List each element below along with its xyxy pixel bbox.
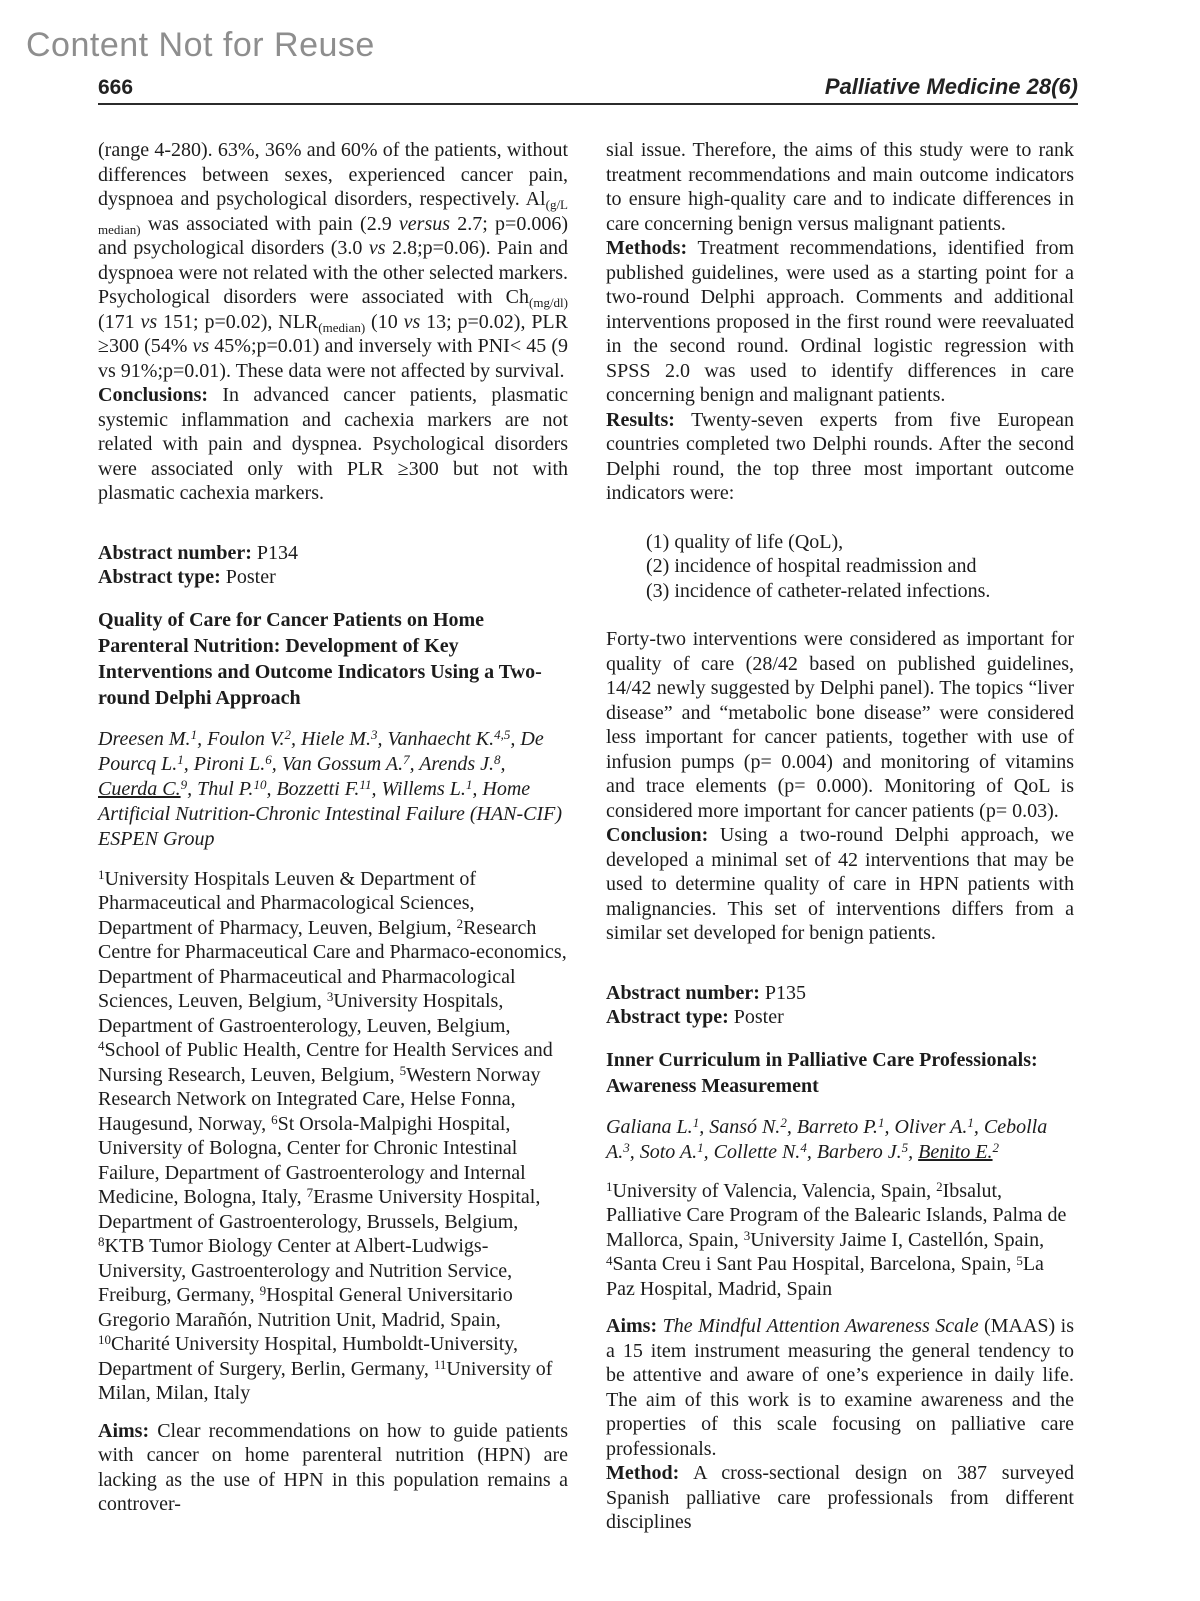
block-label1: Abstract number: P135: [606, 981, 806, 1004]
block-para: Methods: Treatment recommendations, identified from published guidelines, were used as a starting point for a two-round Delphi approach. Comments and additional interventions proposed in the first round were reevaluated in the second round. Ordinal logistic regression with SPSS 2.0 was used to identify differences in care concerning benign and malignant patients.: [606, 237, 1074, 406]
block-label2: Abstract type: Poster: [606, 1006, 784, 1028]
block-aims: Aims: Clear recommendations on how to guide patients with cancer on home parenteral nutrition (HPN) are lacking as the use of HPN in this population remains a controver-: [98, 1419, 568, 1516]
block-title: Quality of Care for Cancer Patients on Home Parenteral Nutrition: Development of Key Interventions and Outcome Indicators Using a Two-round Delphi Approach: [98, 608, 542, 709]
list-item: (2) incidence of hospital readmission and: [646, 555, 977, 577]
right-column: [606, 138, 1074, 1535]
journal-title: Palliative Medicine 28(6): [824, 74, 1078, 99]
block-para2: Forty-two interventions were considered as important for quality of care (28/42 based on published guidelines, 14/42 newly suggested by Delphi panel). The topics “liver disease” and “metabolic bone disease” were considered less important for cancer patients, together with use of infusion pumps (p= 0.004) and monitoring of vitamins and trace elements (p= 0.000). Monitoring of QoL is considered more important for cancer patients (p= 0.03).: [606, 628, 1074, 822]
list-item: (3) incidence of catheter-related infections.: [646, 579, 991, 602]
block-cont: (range 4-280). 63%, 36% and 60% of the patients, without differences between sexes, experienced cancer pain, dyspnoea and psychological disorders, respectively. $Al_{(g/L median)}$ was associated with pain (2.9 versus 2.7; p=0.006) and psychological disorders (3.0 vs 2.8;p=0.06). Pain and dyspnoea were not related with the other selected markers. Psychological disorders were associated with $Ch_{(mg/dl)}$ (171 vs 151; p=0.02), $NLR_{(median)}$ (10 vs 13; p=0.02), PLR ≥300 (54% vs 45%;p=0.01) and inversely with PNI< 45 (9 vs 91%;p=0.01). These data were not affected by survival.: [98, 139, 568, 382]
page-number: 666: [98, 76, 134, 99]
watermark-text: Content Not for Reuse: [26, 26, 375, 64]
block-affil: $^1$University of Valencia, Valencia, Spain, $^2$Ibsalut, Palliative Care Program of the Balearic Islands, Palma de Mallorca, Spain, $^3$University Jaime I, Castellón, Spain, $^4$Santa Creu i Sant Pau Hospital, Barcelona, Spain, $^5$La Paz Hospital, Madrid, Spain: [606, 1179, 1067, 1300]
block-cont: sial issue. Therefore, the aims of this study were to rank treatment recommendations and main outcome indicators to ensure high-quality care and to indicate differences in care concerning benign versus malignant patients.: [606, 139, 1074, 235]
block-aims: Aims: The Mindful Attention Awareness Scale (MAAS) is a 15 item instrument measuring the general tendency to be attentive and aware of one’s experience in daily life. The aim of this work is to examine awareness and the properties of this scale focusing on palliative care professionals.: [606, 1315, 1074, 1460]
block-para: Results: Twenty-seven experts from five European countries completed two Delphi rounds. After the second Delphi round, the top three most important outcome indicators were:: [606, 408, 1074, 504]
header-rule: [98, 103, 1078, 105]
block-label2: Abstract type: Poster: [98, 566, 276, 588]
block-title: Inner Curriculum in Palliative Care Professionals: Awareness Measurement: [606, 1048, 1038, 1097]
page-header: [98, 74, 1078, 100]
left-column: [98, 138, 568, 1517]
block-authors: Dreesen M.$^1$, Foulon V.$^2$, Hiele M.$^3$, Vanhaecht K.$^{4,5}$, De Pourcq L.$^1$, Pironi L.$^6$, Van Gossum A.$^7$, Arends J.$^8$, Cuerda C.$^9$, Thul P.$^{10}$, Bozzetti F.$^{11}$, Willems L.$^1$, Home Artificial Nutrition-Chronic Intestinal Failure (HAN-CIF) ESPEN Group: [98, 726, 563, 851]
list-item: (1) quality of life (QoL),: [646, 530, 844, 553]
block-para: Conclusion: Using a two-round Delphi approach, we developed a minimal set of 42 interventions that may be used to determine quality of care in HPN patients with malignancies. This set of interventions differs from a similar set developed for benign patients.: [606, 824, 1074, 944]
block-authors: Galiana L.$^1$, Sansó N.$^2$, Barreto P.$^1$, Oliver A.$^1$, Cebolla A.$^3$, Soto A.$^1$, Collette N.$^4$, Barbero J.$^5$, Benito E.$^2$: [606, 1114, 1048, 1163]
block-affil: $^1$University Hospitals Leuven & Department of Pharmaceutical and Pharmacological Sciences, Department of Pharmacy, Leuven, Belgium, $^2$Research Centre for Pharmaceutical Care and Pharmaco-economics, Department of Pharmaceutical and Pharmacological Sciences, Leuven, Belgium, $^3$University Hospitals, Department of Gastroenterology, Leuven, Belgium, $^4$School of Public Health, Centre for Health Services and Nursing Research, Leuven, Belgium, $^5$Western Norway Research Network on Integrated Care, Helse Fonna, Haugesund, Norway, $^6$St Orsola-Malpighi Hospital, University of Bologna, Center for Chronic Intestinal Failure, Department of Gastroenterology and Internal Medicine, Bologna, Italy, $^7$Erasme University Hospital, Department of Gastroenterology, Brussels, Belgium, $^8$KTB Tumor Biology Center at Albert-Ludwigs-University, Gastroenterology and Nutrition Service, Freiburg, Germany, $^9$Hospital General Universitario Gregorio Marañón, Nutrition Unit, Madrid, Spain, $^{10}$Charité University Hospital, Humboldt-University, Department of Surgery, Berlin, Germany, $^{11}$University of Milan, Milan, Italy: [98, 866, 567, 1405]
block-para: Conclusions: In advanced cancer patients, plasmatic systemic inflammation and cachexia markers are not related with pain and dyspnea. Psychological disorders were associated only with PLR ≥300 but not with plasmatic cachexia markers.: [98, 384, 568, 504]
block-list: [606, 530, 1074, 604]
block-label1: Abstract number: P134: [98, 541, 298, 564]
block-para: Method: A cross-sectional design on 387 surveyed Spanish palliative care professionals from different disciplines: [606, 1462, 1074, 1534]
